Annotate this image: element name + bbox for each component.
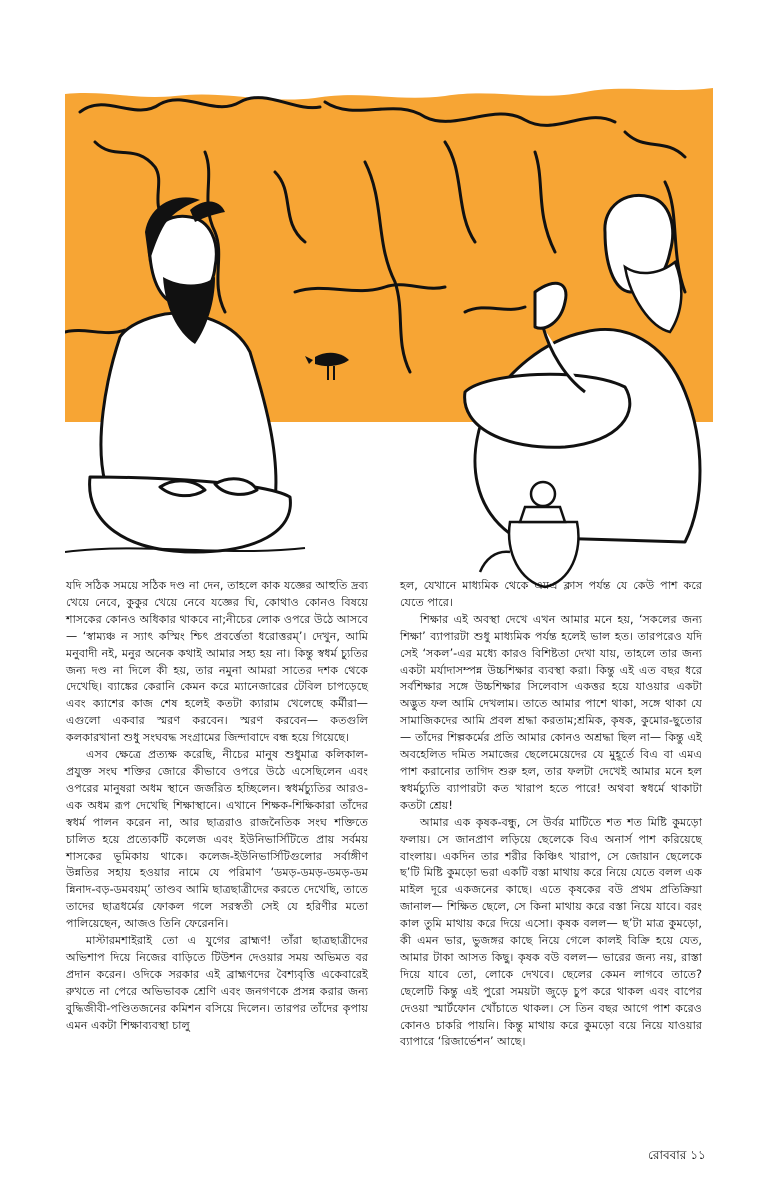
paragraph: হল, যেখানে মাধ্যমিক থেকে এমএ ক্লাস পর্যন্ত যে কেউ পাশ করে যেতে পারে। [400,579,702,609]
article-right-column [400,578,702,1051]
paragraph: আমার এক কৃষক-বন্ধু, সে উর্বর মাটিতে শত শত মিষ্টি কুমড়ো ফলায়। সে জানপ্রাণ লড়িয়ে ছেলেকে বিএ অনার্স পাশ করিয়েছে বাংলায়। একদিন তার শরীর কিঞ্চিৎ খারাপ, সে জোয়ান ছেলেকে ছ’টি মিষ্টি কুমড়ো ভরা একটি বস্তা মাথায় করে নিয়ে যেতে বলল এক মাইল দূরে একজনের কাছে। এতে কৃষকের বউ প্রথম প্রতিক্রিয়া জানাল— শিক্ষিত ছেলে, সে কিনা মাথায় করে বস্তা নিয়ে যাবে। বরং কাল তুমি মাথায় করে দিয়ে এসো। কৃষক বলল— ছ’টা মাত্র কুমড়ো, কী এমন ভার, ভুজঙ্গর কাছে নিয়ে গেলে কালই বিক্রি হয়ে যেত, আমার টাকা আসত কিছু। কৃষক বউ বলল— ভারের জন্য নয়, রাস্তা দিয়ে যাবে তো, লোকে দেখবে। ছেলের কেমন লাগবে তাতে? ছেলেটি কিন্তু এই পুরো সময়টা জুড়ে চুপ করে থাকল এবং বাপের দেওয়া স্মার্টফোন খোঁচাতে থাকল। সে তিন বছর আগে পাশ করেও কোনও চাকরি পায়নি। কিন্তু মাথায় করে কুমড়ো বয়ে নিয়ে যাওয়ার ব্যাপারে ‘রিজার্ভেশন’ আছে। [400,815,702,1049]
paragraph: শিক্ষার এই অবস্থা দেখে এখন আমার মনে হয়, ‘সকলের জন্য শিক্ষা’ ব্যাপারটা শুধু মাধ্যমিক পর্যন্ত হলেই ভাল হত। তারপরেও যদি সেই ‘সকল’-এর মধ্যে কারও বিশিষ্টতা দেখা যায়, তাহলে তার জন্য একটা মর্যাদাসম্পন্ন উচ্চশিক্ষার ব্যবস্থা করা। কিন্তু এই এত বছর ধরে সর্বশিক্ষার সঙ্গে উচ্চশিক্ষার সিলেবাস একত্তর হয়ে যাওয়ার একটা অদ্ভুত ফল আমি দেখলাম। তাতে আমার পাশে থাকা, সঙ্গে থাকা যে সামাজিকদের আমি প্রবল শ্রদ্ধা করতাম;শ্রমিক, কৃষক, কুমোর-ছুতোর— তাঁদের শিল্পকর্মের প্রতি আমার কোনও অশ্রদ্ধা ছিল না— কিন্তু এই অবহেলিত দমিত সমাজের ছেলেমেয়েদের যে মুহূর্তে বিএ বা এমএ পাশ করানোর তাগিদ শুরু হল, তার ফলটা দেখেই আমার মনে হল স্বধর্মচ্যুতি ব্যাপারটা কত খারাপ হতে পারে! অথবা স্বধর্মে থাকাটা কতটা শ্রেয়! [400,612,702,812]
paragraph: এসব ক্ষেত্রে প্রত্যক্ষ করেছি, নীচের মানুষ শুধুমাত্র কলিকাল-প্রযুক্ত সংঘ শক্তির জোরে কীভাবে ওপরে উঠে এসেছিলেন এবং ওপরের মানুষরা অধম স্থানে জর্জরিত হচ্ছিলেন। স্বধর্মচ্যুতির আরও-এক অধম রূপ দেখেছি শিক্ষাস্থানে। এখানে শিক্ষক-শিক্ষিকারা তাঁদের স্বধর্ম পালন করেন না, আর ছাত্ররাও রাজনৈতিক সংঘ শক্তিতে চালিত হয়ে প্রত্যেকটি কলেজ এবং ইউনিভার্সিটিতে প্রায় সর্বময় শাসকের ভূমিকায় থাকে। কলেজ-ইউনিভার্সিটিগুলোর সর্বাঙ্গীণ উন্নতির সহায় হওয়ার নামে যে পরিমাণ ‘ডমড়-ডমড়-ডমড়-ডম ন্নিনাদ-বড়-ডমবয়ম্‌’ তাণ্ডব আমি ছাত্রছাত্রীদের করতে দেখেছি, তাতে তাদের ছাত্রধর্মের ফোকল গলে সরস্বতী সেই যে হরিণীর মতো পালিয়েছেন, আজও তিনি ফেরেননি। [66,748,368,931]
paragraph: যদি সঠিক সময়ে সঠিক দণ্ড না দেন, তাহলে কাক যজ্ঞের আহুতি দ্রব্য খেয়ে নেবে, কুকুর খেয়ে নেবে যজ্ঞের ঘি, কোথাও কোনও বিষয়ে শাসকের কোনও অধিকার থাকবে না;নীচের লোক ওপরে উঠে আসবে— ‘স্বাম্যঞ্চ ন স্যাৎ কস্মিং শ্চিৎ প্রবর্ত্তেতা ধরোত্তরম্‌’। দেখুন, আমি মনুবাদী নই, মনুর অনেক কথাই আমার সহ্য হয় না। কিন্তু স্বধর্ম চ্যুতির জন্য দণ্ড না দিলে কী হয়, তার নমুনা আমরা সাতের দশক থেকে দেখেছি। ব্যাঙ্কের কেরানি কেমন করে ম্যানেজারের টেবিল চাপড়েছে এবং ক্যাশের কাজ শেষ হলেই কতটা ক্যারাম খেলেছে কর্মীরা— এগুলো একবার স্মরণ করবেন। স্মরণ করবেন— কতগুলি কলকারখানা শুধু সংঘবদ্ধ সংগ্রামের জিন্দাবাদে বন্ধ হয়ে গিয়েছে। [66,579,368,745]
illustration [65,82,713,602]
page-footer-label: রোববার ১১ [648,1148,706,1162]
paragraph: মাস্টারমশাইরাই তো এ যুগের ব্রাহ্মণ! তাঁরা ছাত্রছাত্রীদের অভিশাপ দিয়ে নিজের বাড়িতে টিউশন দেওয়ার সময় অভিমত বর প্রদান করেন। ওদিকে সরকার এই ব্রাহ্মণদের বৈশ্যবৃত্তি একেবারেই রুখতে না পেরে অভিভাবক শ্রেণি এবং জনগণকে প্রসন্ন করার জন্য বুদ্ধিজীবী-পণ্ডিতজনের কমিশন বসিয়ে দিলেন। তারপর তাঁদের কৃপায় এমন একটা শিক্ষাব্যবস্থা চালু [66,934,368,1032]
article-left-column [66,578,368,1034]
